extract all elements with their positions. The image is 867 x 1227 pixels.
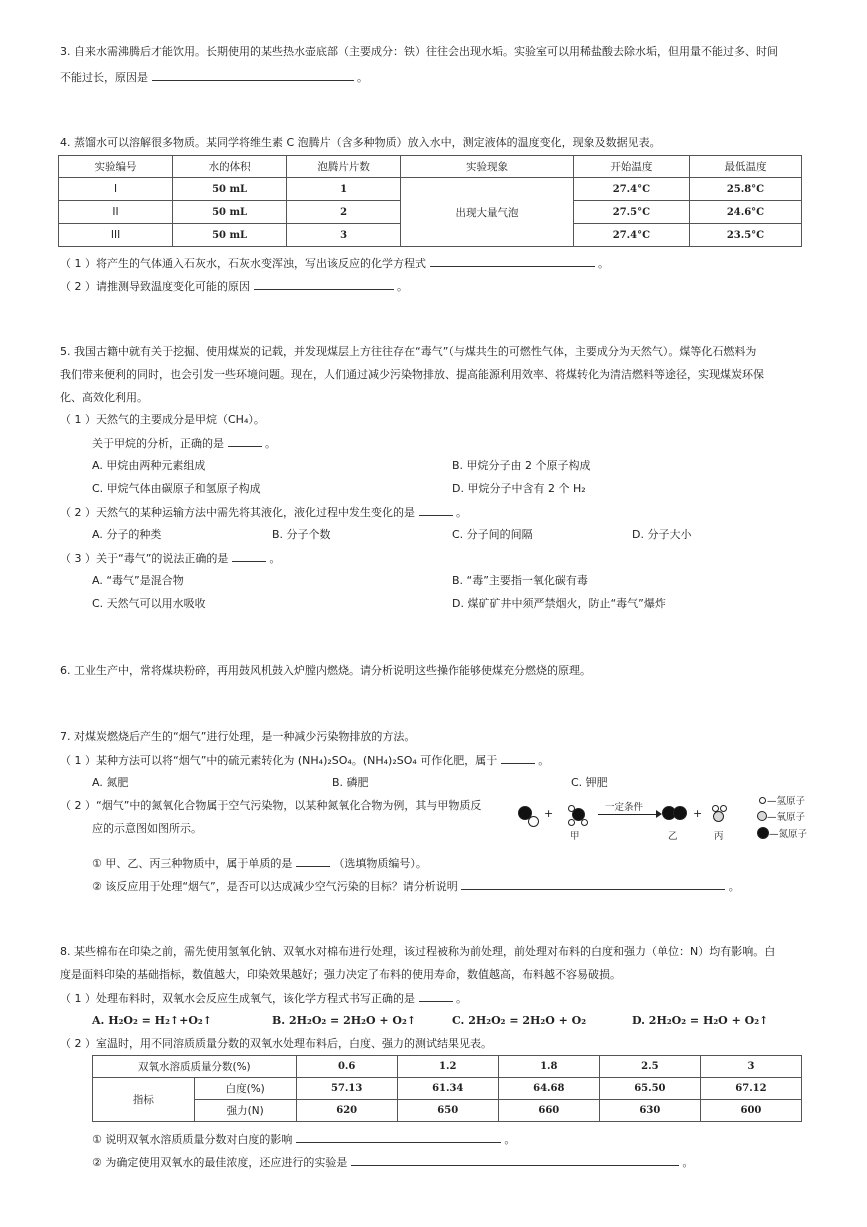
q4-table-header [59,156,802,178]
q3-line1: 3. 自来水需沸腾后才能饮用。长期使用的某些热水壶底部（主要成分：铁）往往会出现水垢。实验室可以用稀盐酸去除水垢，但用量不能过多、时间 [60,45,778,58]
q5-s1-question: 关于甲烷的分析，正确的是 。 [92,437,276,450]
header-cell: 开始温度 [573,156,689,178]
hydrogen-atom-icon [568,819,575,826]
q8-q1: ① 说明双氧水溶质质量分数对白度的影响 。 [92,1133,516,1146]
q4-sub2-blank[interactable] [254,278,394,290]
nitrogen-atom-icon [673,806,687,820]
table-row: I 50 mL 1 出现大量气泡 27.4°C 25.8°C [59,178,802,201]
q7-intro: 7. 对煤炭燃烧后产生的“烟气”进行处理，是一种减少污染物排放的方法。 [60,730,416,743]
option-d[interactable]: D. 分子大小 [632,528,692,541]
table-row: 强力(N) 620 650 660 630 600 [93,1100,802,1122]
q4-sub2: （ 2 ）请推测导致温度变化可能的原因 。 [60,280,408,293]
q5-s1-blank[interactable] [228,435,262,447]
q7-q2: ② 该反应用于处理“烟气”，是否可以达成减少空气污染的目标？请分析说明 。 [92,880,740,893]
q4-sub1-blank[interactable] [430,255,595,267]
option-b[interactable]: B. 2H₂O₂ = 2H₂O + O₂↑ [272,1014,417,1027]
option-c[interactable]: C. 钾肥 [571,776,608,789]
q6-text: 6. 工业生产中，常将煤块粉碎，再用鼓风机鼓入炉膛内燃烧。请分析说明这些操作能够使煤充分燃烧的原理。 [60,664,591,677]
header-cell: 实验现象 [401,156,574,178]
option-c[interactable]: C. 分子间的间隔 [452,528,533,541]
q7-s2b: 应的示意图如图所示。 [92,822,202,835]
q8-q2-blank[interactable] [351,1154,679,1166]
q8-intro1: 8. 某些棉布在印染之前，需先使用氢氧化钠、双氧水对棉布进行处理，该过程被称为前处理，前处理对布料的白度和强力（单位：N）均有影响。白 [60,945,776,958]
header-cell: 泡腾片片数 [287,156,401,178]
option-d[interactable]: D. 2H₂O₂ = H₂O + O₂↑ [632,1014,769,1027]
option-b[interactable]: B. 分子个数 [272,528,331,541]
option-d[interactable]: D. 甲烷分子中含有 2 个 H₂ [452,482,586,495]
q4-intro: 4. 蒸馏水可以溶解很多物质。某同学将维生素 C 泡腾片（含多种物质）放入水中，测定液体的温度变化，现象及数据见表。 [60,136,661,149]
table-row: 指标 白度(%) 57.13 61.34 64.68 65.50 67.12 [93,1078,802,1100]
q8-intro2: 度是面料印染的基础指标，数值越大，印染效果越好；强力决定了布料的使用寿命，数值越高，布料越不容易破损。 [60,968,621,981]
option-a[interactable]: A. 氮肥 [92,776,129,789]
header-cell: 双氧水溶质质量分数(%) [93,1056,297,1078]
oxygen-atom-icon [528,816,539,827]
table-row: III 50 mL 3 27.4°C 23.5°C [59,224,802,247]
option-c[interactable]: C. 2H₂O₂ = 2H₂O + O₂ [452,1014,587,1027]
q5-intro1: 5. 我国古籍中就有关于挖掘、使用煤炭的记载，并发现煤层上方往往存在“毒气”（与煤共生的可燃性气体，主要成分为天然气）。煤等化石燃料为 [60,345,757,358]
option-b[interactable]: B. 磷肥 [332,776,369,789]
option-a[interactable]: A. “毒气”是混合物 [92,574,184,587]
option-b[interactable]: B. 甲烷分子由 2 个原子构成 [452,459,591,472]
q7-s2a: （ 2 ）“烟气”中的氮氧化合物属于空气污染物，以某种氮氧化合物为例，其与甲物质反 [60,799,482,812]
header-cell: 最低温度 [690,156,802,178]
plus-icon: + [693,807,703,820]
label-bing: 丙 [714,831,724,842]
q8-s2: （ 2 ）室温时，用不同溶质质量分数的双氧水处理布料后，白度、强力的测试结果见表。 [60,1037,492,1050]
q5-s2: （ 2 ）天然气的某种运输方法中需先将其液化，液化过程中发生变化的是 。 [60,506,467,519]
option-b[interactable]: B. “毒”主要指一氧化碳有毒 [452,574,588,587]
option-d[interactable]: D. 煤矿矿井中须严禁烟火，防止“毒气”爆炸 [452,597,666,610]
header-cell: 水的体积 [173,156,287,178]
reaction-condition: 一定条件 [605,802,644,813]
q5-intro2: 我们带来便利的同时，也会引发一些环境问题。现在，人们通过减少污染物排放、提高能源利用效率、将煤转化为清洁燃料等途径，实现煤炭环保 [60,368,764,381]
hydrogen-atom-icon [712,805,719,812]
q5-intro3: 化、高效化利用。 [60,391,148,404]
label-yi: 乙 [668,831,678,842]
atom-legend: —氢原子 —氧原子 —氮原子 [757,792,817,842]
option-a[interactable]: A. H₂O₂ = H₂↑+O₂↑ [92,1014,212,1027]
arrow-icon [598,814,660,815]
table-row: II 50 mL 2 27.5°C 24.6°C [59,201,802,224]
q5-s3: （ 3 ）关于“毒气”的说法正确的是 。 [60,552,281,565]
q8-q2: ② 为确定使用双氧水的最佳浓度，还应进行的实验是 。 [92,1156,694,1169]
q8-s1: （ 1 ）处理布料时，双氧水会反应生成氧气，该化学方程式书写正确的是 。 [60,992,467,1005]
q7-q1-blank[interactable] [296,855,330,867]
q7-q2-blank[interactable] [461,878,725,890]
option-a[interactable]: A. 甲烷由两种元素组成 [92,459,206,472]
q7-s1: （ 1 ）某种方法可以将“烟气”中的硫元素转化为 (NH₄)₂SO₄。(NH₄)₂SO₄ 可作化肥，属于 。 [60,754,550,767]
q5-s2-blank[interactable] [419,504,453,516]
q8-table [92,1055,802,1122]
hydrogen-atom-icon [720,805,727,812]
q3-line2: 不能过长，原因是 。 [60,71,368,84]
oxygen-atom-icon [757,811,767,821]
q4-sub1: （ 1 ）将产生的气体通入石灰水，石灰水变浑浊，写出该反应的化学方程式 。 [60,257,609,270]
hydrogen-atom-icon [759,797,766,804]
header-cell: 实验编号 [59,156,173,178]
q7-q1: ① 甲、乙、丙三种物质中，属于单质的是 （选填物质编号）。 [92,857,427,870]
q8-q1-blank[interactable] [296,1131,501,1143]
q3-answer-blank[interactable] [152,69,354,81]
table-row: 双氧水溶质质量分数(%) 0.6 1.2 1.8 2.5 3 [93,1056,802,1078]
hydrogen-atom-icon [581,819,588,826]
q5-s3-blank[interactable] [232,550,266,562]
q3-prompt: 不能过长，原因是 [60,71,148,84]
q4-table [58,155,802,247]
label-jia: 甲 [570,831,580,842]
option-a[interactable]: A. 分子的种类 [92,528,162,541]
q7-s1-blank[interactable] [501,752,535,764]
oxygen-atom-icon [713,811,724,822]
phenomenon-cell: 出现大量气泡 [401,178,574,247]
plus-icon: + [544,807,554,820]
q5-s1: （ 1 ）天然气的主要成分是甲烷（CH₄）。 [60,413,265,426]
q8-s1-blank[interactable] [419,990,453,1002]
option-c[interactable]: C. 天然气可以用水吸收 [92,597,206,610]
group-label: 指标 [93,1078,195,1122]
option-c[interactable]: C. 甲烷气体由碳原子和氢原子构成 [92,482,261,495]
nitrogen-atom-icon [757,827,769,839]
